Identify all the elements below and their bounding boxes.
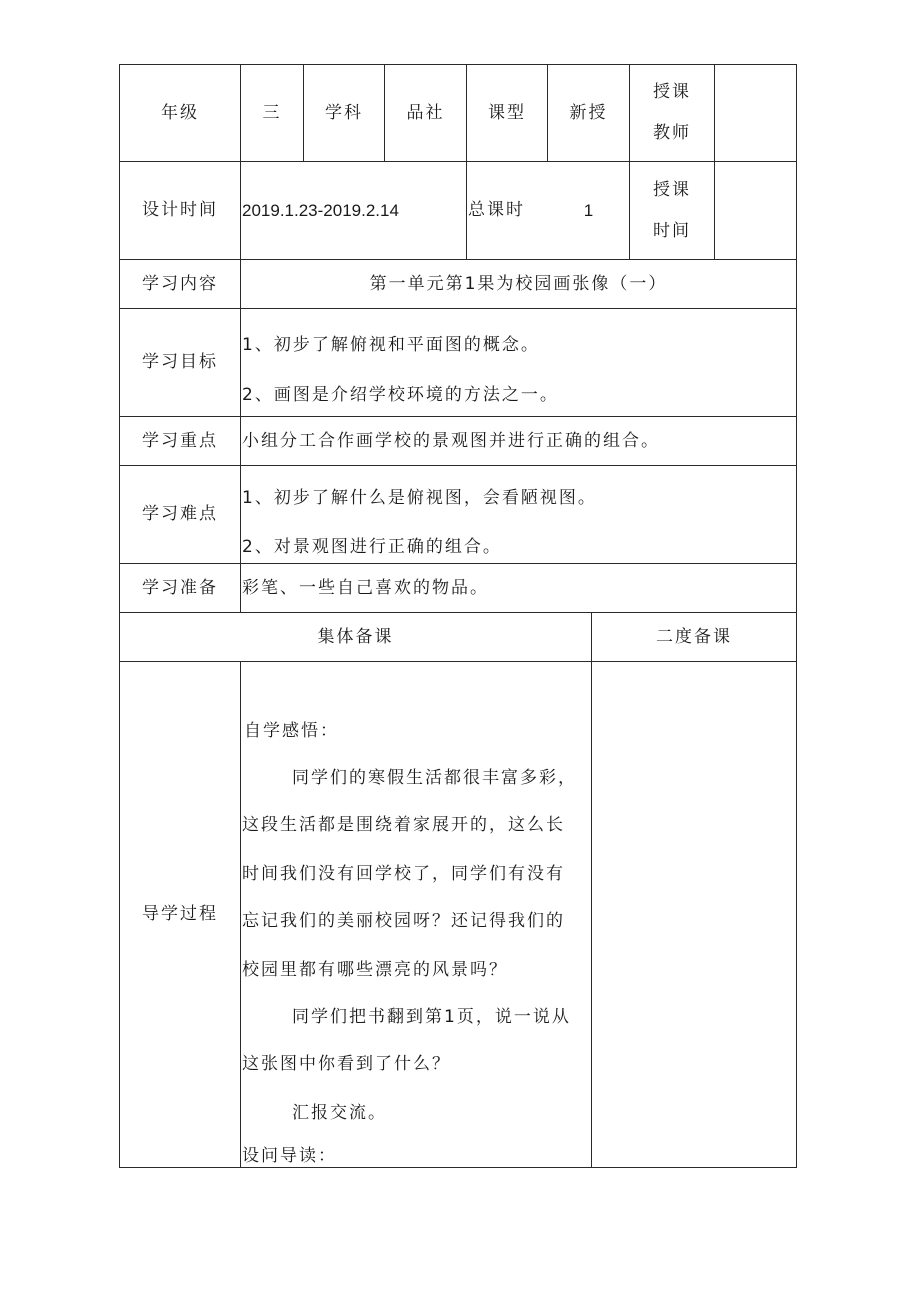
secondary-column-divider (591, 612, 592, 1168)
collective-prep-header: 集体备课 (317, 626, 394, 647)
secondary-prep-header: 二度备课 (656, 626, 732, 647)
teacher-value (715, 65, 796, 161)
key-points-value: 小组分工合作画学校的景观图并进行正确的组合。 (242, 430, 660, 451)
teacher-label-line2: 教师 (653, 123, 691, 143)
process-line: 时间我们没有回学校了，同学们有没有 (242, 864, 565, 884)
process-line: 汇报交流。 (292, 1103, 387, 1123)
grade-label: 年级 (161, 102, 199, 123)
grade-value: 三 (262, 102, 282, 123)
lesson-type-label: 课型 (488, 102, 526, 123)
lesson-time-label-line2: 时间 (653, 220, 691, 241)
design-time-label: 设计时间 (142, 200, 218, 220)
process-line: 这张图中你看到了什么？ (242, 1054, 451, 1074)
process-label: 导学过程 (142, 904, 218, 924)
process-line: 同学们的寒假生活都很丰富多彩， (292, 768, 577, 788)
difficulty-item-1: 1、初步了解什么是俯视图，会看陋视图。 (242, 488, 597, 508)
process-line: 同学们把书翻到第1页，说一说从 (292, 1007, 571, 1027)
total-hours-label: 总课时 (468, 200, 525, 220)
lesson-time-value (715, 162, 796, 259)
lesson-time-label (630, 162, 714, 259)
label-column-divider (240, 661, 241, 1168)
subject-value: 品社 (406, 102, 445, 123)
process-line: 设问导读： (242, 1146, 337, 1166)
objective-item-1: 1、初步了解俯视和平面图的概念。 (242, 335, 540, 355)
preparation-value: 彩笔、一些自己喜欢的物品。 (242, 577, 489, 598)
lesson-time-label-line1: 授课 (653, 179, 691, 200)
objectives-label: 学习目标 (142, 352, 218, 372)
table-border-right (796, 64, 797, 1168)
lesson-type-value: 新授 (569, 102, 608, 123)
difficulties-label: 学习难点 (142, 504, 218, 524)
content-label: 学习内容 (142, 273, 218, 294)
table-border-bottom (119, 1167, 797, 1168)
total-hours-value: 1 (583, 201, 594, 220)
teacher-label (630, 65, 714, 161)
process-line: 校园里都有哪些漂亮的风景吗？ (242, 960, 508, 980)
process-line: 这段生活都是围绕着家展开的，这么长 (242, 815, 565, 835)
key-points-label: 学习重点 (142, 430, 218, 451)
teacher-label-line1: 授课 (653, 82, 691, 102)
design-time-value: 2019.1.23-2019.2.14 (242, 201, 399, 220)
process-line: 自学感悟： (244, 721, 339, 741)
difficulty-item-2: 2、对景观图进行正确的组合。 (242, 537, 502, 557)
preparation-label: 学习准备 (142, 577, 218, 598)
objective-item-2: 2、画图是介绍学校环境的方法之一。 (242, 385, 559, 405)
subject-label: 学科 (325, 102, 363, 123)
process-line: 忘记我们的美丽校园呀？还记得我们的 (242, 911, 565, 931)
content-value: 第一单元第1果为校园画张像（一） (369, 273, 668, 294)
